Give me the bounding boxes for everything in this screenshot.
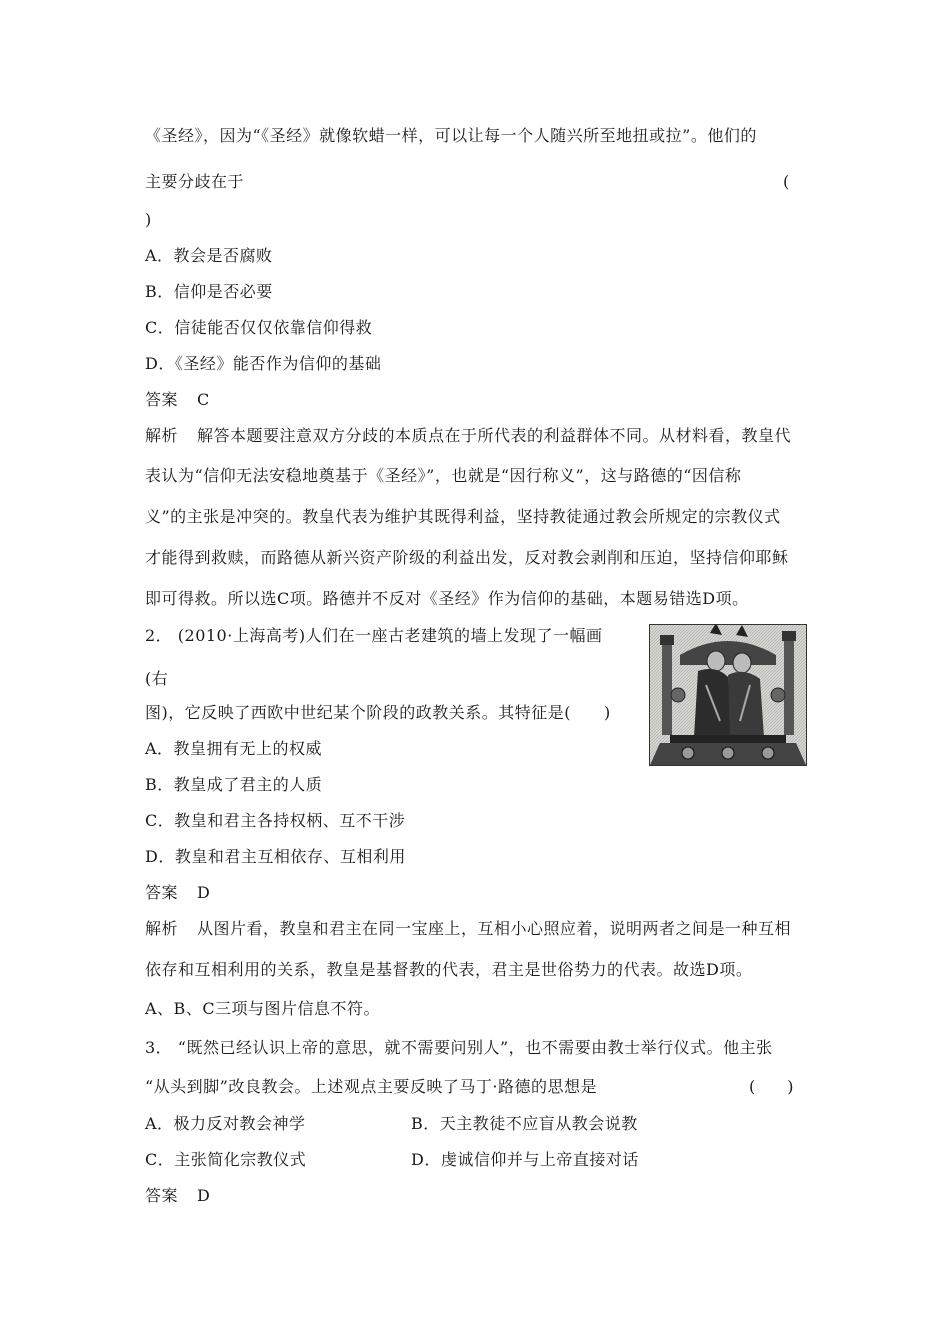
q2-stem-line-2: (右: [145, 669, 169, 688]
q3-option-c: C．主张简化宗教仪式: [145, 1150, 307, 1169]
q3-answer-paren: ( ): [749, 1077, 794, 1096]
q1-explanation-line-1: [145, 426, 791, 446]
q2-stem-line-1: 2． (2010·上海高考)人们在一座古老建筑的墙上发现了一幅画: [145, 626, 603, 645]
q3-option-a: A．极力反对教会神学: [145, 1114, 306, 1133]
answer-label: 答案: [145, 883, 179, 902]
q1-option-b: B．信仰是否必要: [145, 282, 273, 301]
q0-answer-paren-open: (: [783, 172, 790, 191]
q1-option-a: A．教会是否腐败: [145, 246, 273, 265]
q3-stem-line-1: 3． “既然已经认识上帝的意思，就不需要问别人”，也不需要由教士举行仪式。他主张: [145, 1038, 773, 1057]
answer-label: 答案: [145, 1186, 179, 1205]
explanation-label: 解析: [145, 919, 179, 938]
q1-explanation-line-2: 表认为“信仰无法安稳地奠基于《圣经》”，也就是“因行称义”，这与路德的“因信称: [145, 466, 742, 485]
q1-option-c: C．信徒能否仅仅依靠信仰得救: [145, 318, 373, 337]
q1-option-d: D．《圣经》能否作为信仰的基础: [145, 354, 382, 373]
q1-explanation-line-4: 才能得到救赎，而路德从新兴资产阶级的利益出发，反对教会剥削和压迫，坚持信仰耶稣: [145, 548, 789, 567]
answer-value: D: [197, 1186, 211, 1205]
q2-explanation-line-1: [145, 919, 791, 939]
q2-option-d: D．教皇和君主互相依存、互相利用: [145, 847, 406, 866]
answer-value: D: [197, 883, 211, 902]
q2-option-c: C．教皇和君主各持权柄、互不干涉: [145, 811, 406, 830]
q3-stem-line-2: “从头到脚”改良教会。上述观点主要反映了马丁·路德的思想是: [145, 1077, 597, 1096]
q0-answer-paren-close: ): [145, 210, 152, 229]
explanation-text: 从图片看，教皇和君主在同一宝座上，互相小心照应着，说明两者之间是一种互相: [197, 919, 792, 938]
q2-explanation-line-2: 依存和互相利用的关系，教皇是基督教的代表，君主是世俗势力的代表。故选D项。: [145, 960, 753, 979]
q2-option-b: B．教皇成了君主的人质: [145, 775, 323, 794]
explanation-text: 解答本题要注意双方分歧的本质点在于所代表的利益群体不同。从材料看，教皇代: [197, 426, 792, 445]
q1-explanation-line-5: 即可得救。所以选C项。路德并不反对《圣经》作为信仰的基础，本题易错选D项。: [145, 589, 749, 608]
q1-answer-row: [145, 390, 210, 410]
q0-stem-line-1: 《圣经》，因为“《圣经》就像软蜡一样，可以让每一个人随兴所至地扭或拉”。他们的: [145, 126, 757, 145]
q2-answer-row: [145, 883, 210, 903]
q3-option-d: D．虔诚信仰并与上帝直接对话: [411, 1150, 639, 1169]
q3-option-b: B．天主教徒不应盲从教会说教: [411, 1114, 638, 1133]
answer-label: 答案: [145, 390, 179, 409]
pope-king-throne-image: [649, 624, 807, 766]
q2-option-a: A．教皇拥有无上的权威: [145, 739, 323, 758]
q2-stem-line-3: 图)，它反映了西欧中世纪某个阶段的政教关系。其特征是( ): [145, 703, 611, 722]
answer-value: C: [197, 390, 210, 409]
throne-illustration-icon: [650, 625, 806, 765]
q2-explanation-line-3: A、B、C三项与图片信息不符。: [145, 999, 381, 1018]
q0-stem-line-2: 主要分歧在于: [145, 172, 245, 191]
q3-answer-row: [145, 1186, 210, 1206]
explanation-label: 解析: [145, 426, 179, 445]
q1-explanation-line-3: 义”的主张是冲突的。教皇代表为维护其既得利益，坚持教徒通过教会所规定的宗教仪式: [145, 507, 781, 526]
